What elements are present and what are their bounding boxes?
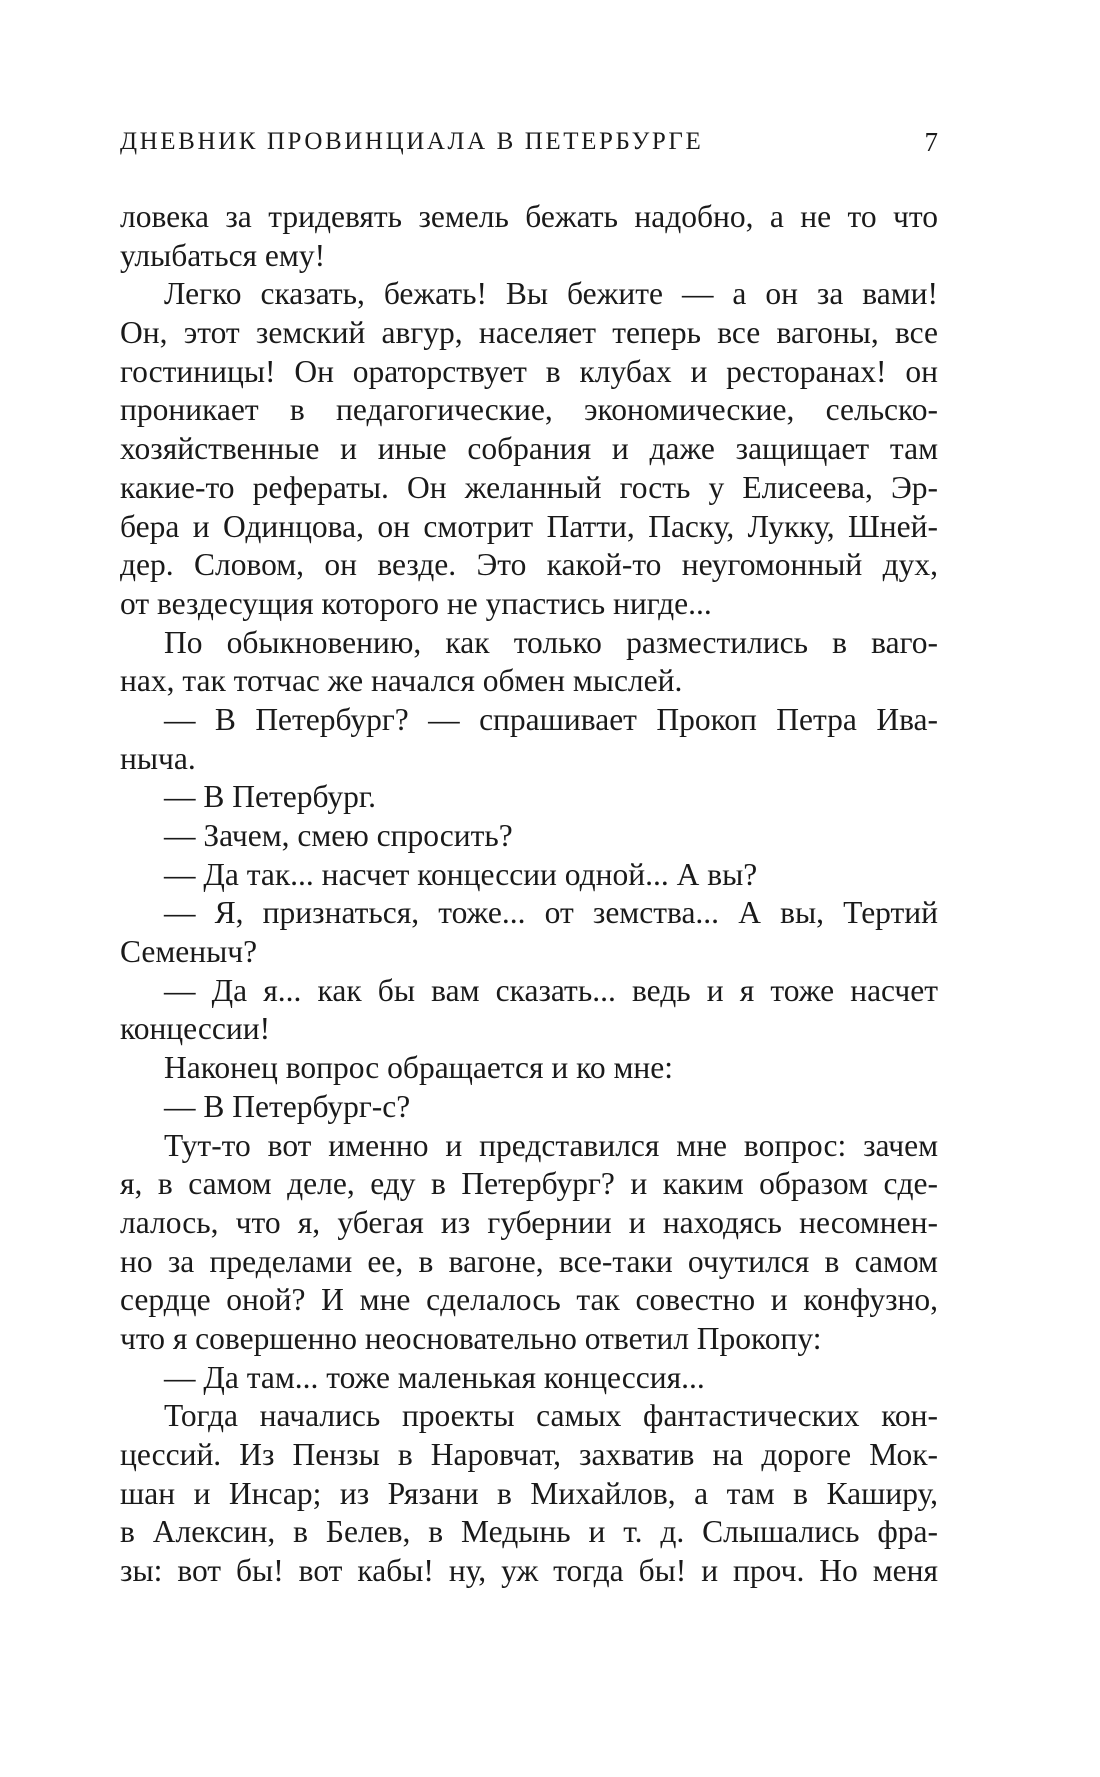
text-line: от вездесущия которого не упастись нигде...: [120, 585, 712, 621]
text-line: Семеныч?: [120, 934, 258, 970]
text-line: какие-то рефераты. Он желанный гость у Елисеева, Эр-: [120, 469, 938, 505]
text-line: я, в самом деле, еду в Петербург? и каким образом сде-: [120, 1166, 938, 1202]
text-line: концессии!: [120, 1011, 271, 1047]
body-text: [120, 198, 938, 1591]
text-line: ловека за тридевять земель бежать надобно, а не то что: [120, 199, 938, 234]
text-line: в Алексин, в Белев, в Медынь и т. д. Слышались фра-: [120, 1514, 938, 1550]
text-line: дер. Словом, он везде. Это какой-то неугомонный дух,: [120, 547, 938, 583]
text-line: гостиницы! Он ораторствует в клубах и ресторанах! он: [120, 353, 938, 389]
text-line: — В Петербург? — спрашивает Прокоп Петра Ива-: [164, 701, 938, 737]
text-line: По обыкновению, как только разместились в ваго-: [164, 624, 938, 660]
text-line: Легко сказать, бежать! Вы бежите — а он за вами!: [164, 276, 938, 312]
running-title: ДНЕВНИК ПРОВИНЦИАЛА В ПЕТЕРБУРГЕ: [120, 128, 704, 155]
text-line: — Да я... как бы вам сказать... ведь и я тоже насчет: [164, 972, 938, 1008]
running-head: [120, 125, 938, 159]
text-line: Наконец вопрос обращается и ко мне:: [164, 1050, 673, 1086]
text-line: — Да там... тоже маленькая концессия...: [164, 1359, 705, 1395]
text-line: — Я, признаться, тоже... от земства... А вы, Тертий: [164, 895, 938, 931]
text-line: зы: вот бы! вот кабы! ну, уж тогда бы! и проч. Но меня: [120, 1553, 938, 1589]
text-line: улыбаться ему!: [120, 237, 326, 273]
text-line: — В Петербург-с?: [164, 1088, 411, 1124]
text-line: но за пределами ее, в вагоне, все-таки очутился в самом: [120, 1243, 938, 1279]
text-line: шан и Инсар; из Рязани в Михайлов, а там в Каширу,: [120, 1475, 938, 1511]
text-line: ныча.: [120, 740, 196, 776]
text-line: — Да так... насчет концессии одной... А вы?: [164, 856, 758, 892]
text-line: лалось, что я, убегая из губернии и находясь несомнен-: [120, 1204, 938, 1240]
text-line: Тут-то вот именно и представился мне вопрос: зачем: [164, 1127, 938, 1163]
text-line: цессий. Из Пензы в Наровчат, захватив на дороге Мок-: [120, 1437, 938, 1472]
text-line: проникает в педагогические, экономические, сельско-: [120, 392, 938, 428]
page-number: 7: [924, 127, 938, 157]
text-line: бера и Одинцова, он смотрит Патти, Паску, Лукку, Шней-: [120, 508, 938, 544]
text-line: сердце оной? И мне сделалось так совестно и конфузно,: [120, 1282, 938, 1318]
text-line: Тогда начались проекты самых фантастических кон-: [164, 1398, 938, 1434]
text-line: нах, так тотчас же начался обмен мыслей.: [120, 663, 683, 699]
text-line: Он, этот земский авгур, населяет теперь все вагоны, все: [120, 315, 938, 351]
text-line: хозяйственные и иные собрания и даже защищает там: [120, 431, 938, 467]
text-line: что я совершенно неосновательно ответил Прокопу:: [120, 1320, 822, 1356]
text-line: — В Петербург.: [164, 779, 377, 815]
text-line: — Зачем, смею спросить?: [164, 818, 513, 853]
